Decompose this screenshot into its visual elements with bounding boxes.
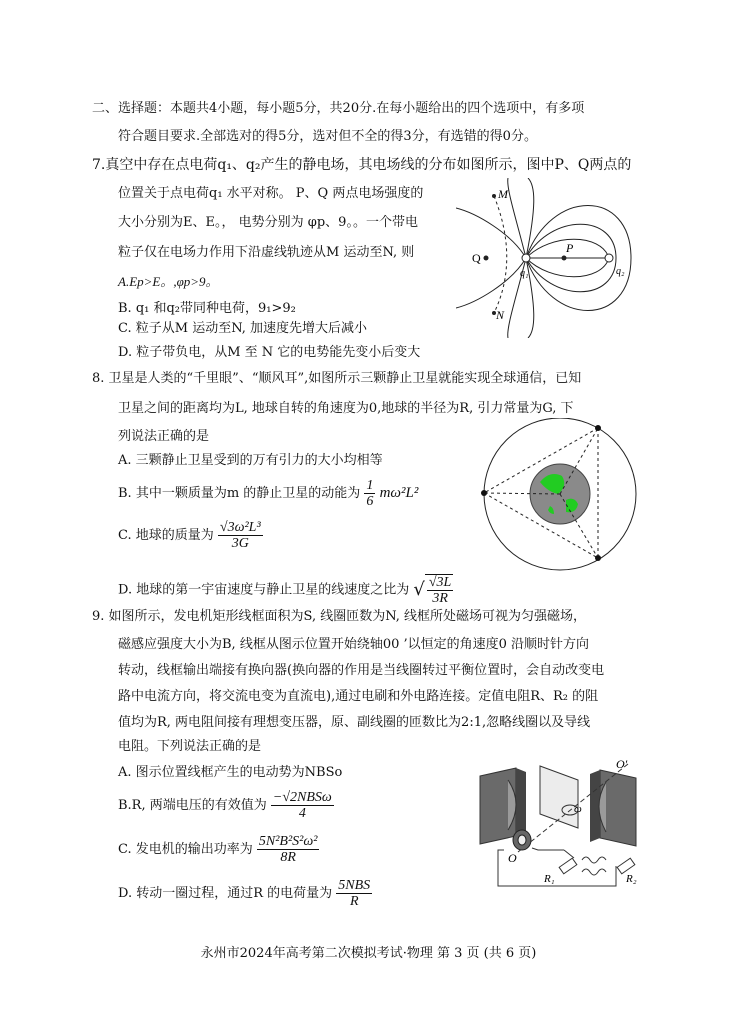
- q9-option-b-row: [118, 790, 334, 821]
- q9-stem-line4: 路中电流方向，将交流电变为直流电),通过电刷和外电路连接。定值电阻R、R₂ 的阻: [118, 689, 599, 704]
- q9-option-b-num: −√2NBSω: [272, 790, 332, 805]
- q8-option-b-tail: mω²L²: [379, 485, 419, 501]
- q7-option-a: A.Ep>E。,φp>9。: [118, 274, 219, 289]
- q7-stem-line4: 粒子仅在电场力作用下沿虚线轨迹从M 运动至N, 则: [118, 245, 415, 260]
- section-header-line1: 二、选择题：本题共4小题，每小题5分，共20分.在每小题给出的四个选项中，有多项: [92, 101, 585, 116]
- q9-fig-label-oprime: O′: [616, 758, 628, 771]
- q8-stem-line1: 8. 卫星是人类的“千里眼”、“顺风耳”,如图所示三颗静止卫星就能实现全球通信，已知: [92, 371, 582, 386]
- q7-field-diagram: [456, 178, 646, 338]
- q8-option-b: B. 其中一颗质量为m 的静止卫星的动能为: [118, 486, 361, 501]
- q7-fig-label-p: P: [566, 241, 574, 255]
- q9-fig-label-omega: ω: [574, 803, 582, 815]
- q8-stem-line3: 列说法正确的是: [118, 429, 210, 444]
- q9-option-c: C. 发电机的输出功率为: [118, 842, 253, 857]
- q8-option-c: C. 地球的质量为: [118, 528, 214, 543]
- q9-option-d-den: R: [349, 894, 359, 909]
- q8-option-c-num: √3ω²L³: [219, 520, 261, 535]
- q9-generator-diagram: [478, 758, 648, 893]
- q9-stem-line1: 9. 如图所示，发电机矩形线框面积为S, 线圈匝数为N, 线框所处磁场可视为匀强磁场，: [92, 609, 587, 624]
- q9-option-b: B.R, 两端电压的有效值为: [118, 798, 267, 813]
- q7-fig-label-q: Q: [472, 251, 481, 265]
- q8-option-b-num: 1: [366, 478, 374, 493]
- q7-option-c: C. 粒子从M 运动至N, 加速度先增大后减小: [118, 321, 367, 336]
- q9-option-c-num: 5N²B²S²ω²: [258, 834, 318, 849]
- q7-option-b: B. q₁ 和q₂带同种电荷，9₁>9₂: [118, 301, 296, 316]
- q8-option-b-den: 6: [366, 494, 374, 509]
- q9-option-d-row: [118, 878, 372, 909]
- q9-stem-line5: 值均为R, 两电阻间接有理想变压器，原、副线圈的匝数比为2:1,忽略线圈以及导线: [118, 715, 591, 730]
- q8-option-d-row: D. 地球的第一宇宙速度与静止卫星的线速度之比为 √ $\frac{√3L}{3R}$: [118, 575, 452, 606]
- q9-stem-line3: 转动，线框输出端接有换向器(换向器的作用是当线圈转过平衡位置时，会自动改变电: [118, 663, 605, 678]
- q8-option-c-row: [118, 520, 263, 551]
- section-header-line2: 符合题目要求.全部选对的得5分，选对但不全的得3分，有选错的得0分。: [118, 129, 537, 144]
- q8-satellite-diagram: [480, 418, 640, 578]
- q8-option-d-num: √3L: [428, 575, 452, 590]
- q9-fig-label-r2: R₂: [626, 873, 637, 885]
- q8-option-a: A. 三颗静止卫星受到的万有引力的大小均相等: [118, 453, 383, 468]
- q9-option-b-den: 4: [298, 806, 306, 821]
- q9-stem-line6: 电阻。下列说法正确的是: [118, 739, 262, 754]
- q9-option-d: D. 转动一圈过程，通过R 的电荷量为: [118, 886, 333, 901]
- q9-option-d-num: 5NBS: [338, 878, 371, 893]
- q7-fig-label-n: N: [496, 308, 505, 322]
- q8-option-c-den: 3G: [231, 536, 249, 551]
- q9-stem-line2: 磁感应强度大小为B, 线框从图示位置开始绕轴00 ’以恒定的角速度0 沿顺时针方向: [118, 637, 590, 652]
- page-footer: 永州市2024年高考第二次模拟考试·物理 第 3 页 (共 6 页): [200, 946, 537, 961]
- q8-option-b-row: [118, 478, 418, 509]
- q9-option-a: A. 图示位置线框产生的电动势为NBSo: [118, 765, 343, 780]
- q8-option-d-den: 3R: [432, 591, 448, 606]
- q9-fig-label-o: O: [508, 851, 517, 865]
- q7-fig-label-m: M: [498, 187, 508, 201]
- q7-stem-line1: 7.真空中存在点电荷q₁、q₂产生的静电场，其电场线的分布如图所示，图中P、Q两点的: [92, 157, 632, 173]
- q7-fig-label-q1: q₁: [520, 268, 529, 279]
- q9-option-c-row: [118, 834, 319, 865]
- q9-fig-label-r1: R₁: [544, 873, 555, 885]
- q7-option-d: D. 粒子带负电，从M 至 N 它的电势能先变小后变大: [118, 345, 421, 360]
- q8-option-d: D. 地球的第一宇宙速度与静止卫星的线速度之比为: [118, 582, 410, 598]
- q8-stem-line2: 卫星之间的距离均为L, 地球自转的角速度为0,地球的半径为R, 引力常量为G, 下: [118, 401, 574, 416]
- q7-stem-line3: 大小分别为E、E。， 电势分别为 φp、9。。一个带电: [118, 215, 418, 230]
- q7-stem-line2: 位置关于点电荷q₁ 水平对称。 P、Q 两点电场强度的: [118, 186, 424, 201]
- q7-fig-label-q2: q₂: [616, 266, 625, 277]
- q9-option-c-den: 8R: [280, 850, 296, 865]
